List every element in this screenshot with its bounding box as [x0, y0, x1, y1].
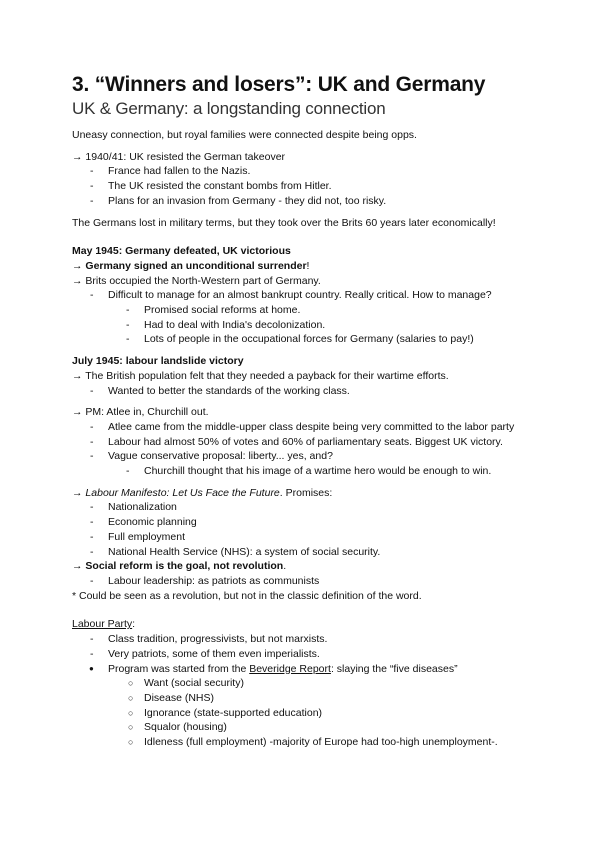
s5-list	[72, 500, 530, 559]
manifesto-title: Labour Manifesto: Let Us Face the Future	[85, 486, 280, 499]
s1-list	[72, 164, 530, 208]
list-item: ○ Idleness (full employment) -majority of Europe had too-high unemployment-.	[128, 736, 498, 749]
list-item: ○ Disease (NHS)	[128, 691, 215, 704]
list-item: - Atlee came from the middle-upper class despite being very committed to the labor party	[90, 420, 515, 433]
list-item: - Economic planning	[90, 516, 197, 529]
s3-heading: July 1945: labour landslide victory	[72, 355, 244, 368]
list-item: - Labour leadership: as patriots as communists	[90, 574, 320, 587]
s5-list-2	[72, 574, 530, 589]
s3-arrow: → The British population felt that they needed a payback for their wartime efforts.	[72, 369, 449, 382]
s5-manifesto-line: → Labour Manifesto: Let Us Face the Future. Promises:	[72, 486, 333, 499]
list-item: - Lots of people in the occupational forces for Germany (salaries to pay!)	[126, 333, 474, 346]
list-item: ○ Squalor (housing)	[128, 721, 227, 734]
s2-arrow-occupied: → Brits occupied the North-Western part of Germany.	[72, 274, 321, 287]
list-item: - Nationalization	[90, 501, 177, 514]
list-item: ○ Want (social security)	[128, 677, 244, 690]
list-item: - Difficult to manage for an almost bankrupt country. Really critical. How to manage?	[90, 289, 492, 302]
s6-list	[72, 632, 530, 750]
list-item: - Very patriots, some of them even imperialists.	[90, 647, 320, 660]
list-item: - France had fallen to the Nazis.	[90, 165, 251, 178]
list-item: - Class tradition, progressivists, but not marxists.	[90, 633, 328, 646]
list-item: - Churchill thought that his image of a wartime hero would be enough to win.	[126, 465, 492, 478]
list-item: - National Health Service (NHS): a system of social security.	[90, 545, 381, 558]
s2-heading: May 1945: Germany defeated, UK victorious	[72, 245, 291, 258]
list-item: ○ Ignorance (state-supported education)	[128, 706, 323, 719]
s5-note: * Could be seen as a revolution, but not in the classic definition of the word.	[72, 589, 422, 602]
list-item: - The UK resisted the constant bombs from Hitler.	[90, 180, 332, 193]
s2-list	[72, 288, 530, 347]
list-item: - Vague conservative proposal: liberty... yes, and?	[90, 450, 333, 463]
s1-heading: → 1940/41: UK resisted the German takeover	[72, 150, 286, 163]
list-item: - Had to deal with India's decolonization.	[126, 318, 326, 331]
list-item: - Full employment	[90, 530, 186, 543]
list-item: - Promised social reforms at home.	[126, 304, 301, 317]
s3-list	[72, 384, 530, 399]
germans-text: The Germans lost in military terms, but they took over the Brits 60 years later economically!	[72, 216, 496, 229]
s4-list	[72, 420, 530, 479]
s4-heading: → PM: Atlee in, Churchill out.	[72, 406, 209, 419]
beveridge-report-link: Beveridge Report	[249, 662, 331, 675]
s2-arrow-surrender: → Germany signed an unconditional surrender!	[72, 259, 310, 272]
s6-heading: Labour Party:	[72, 618, 136, 631]
list-item: - Labour had almost 50% of votes and 60% of parliamentary seats. Biggest UK victory.	[90, 435, 503, 448]
list-item: - Wanted to better the standards of the working class.	[90, 384, 350, 397]
page-subtitle: UK & Germany: a longstanding connection	[72, 99, 386, 118]
page-title: 3. “Winners and losers”: UK and Germany	[72, 73, 486, 96]
list-item: - Plans for an invasion from Germany - they did not, too risky.	[90, 194, 387, 207]
document-page	[72, 72, 530, 750]
s5-social-reform: → Social reform is the goal, not revolution.	[72, 560, 287, 573]
intro-text: Uneasy connection, but royal families were connected despite being opps.	[72, 129, 417, 141]
list-item: ● Program was started from the Beveridge Report: slaying the “five diseases”	[89, 662, 458, 675]
